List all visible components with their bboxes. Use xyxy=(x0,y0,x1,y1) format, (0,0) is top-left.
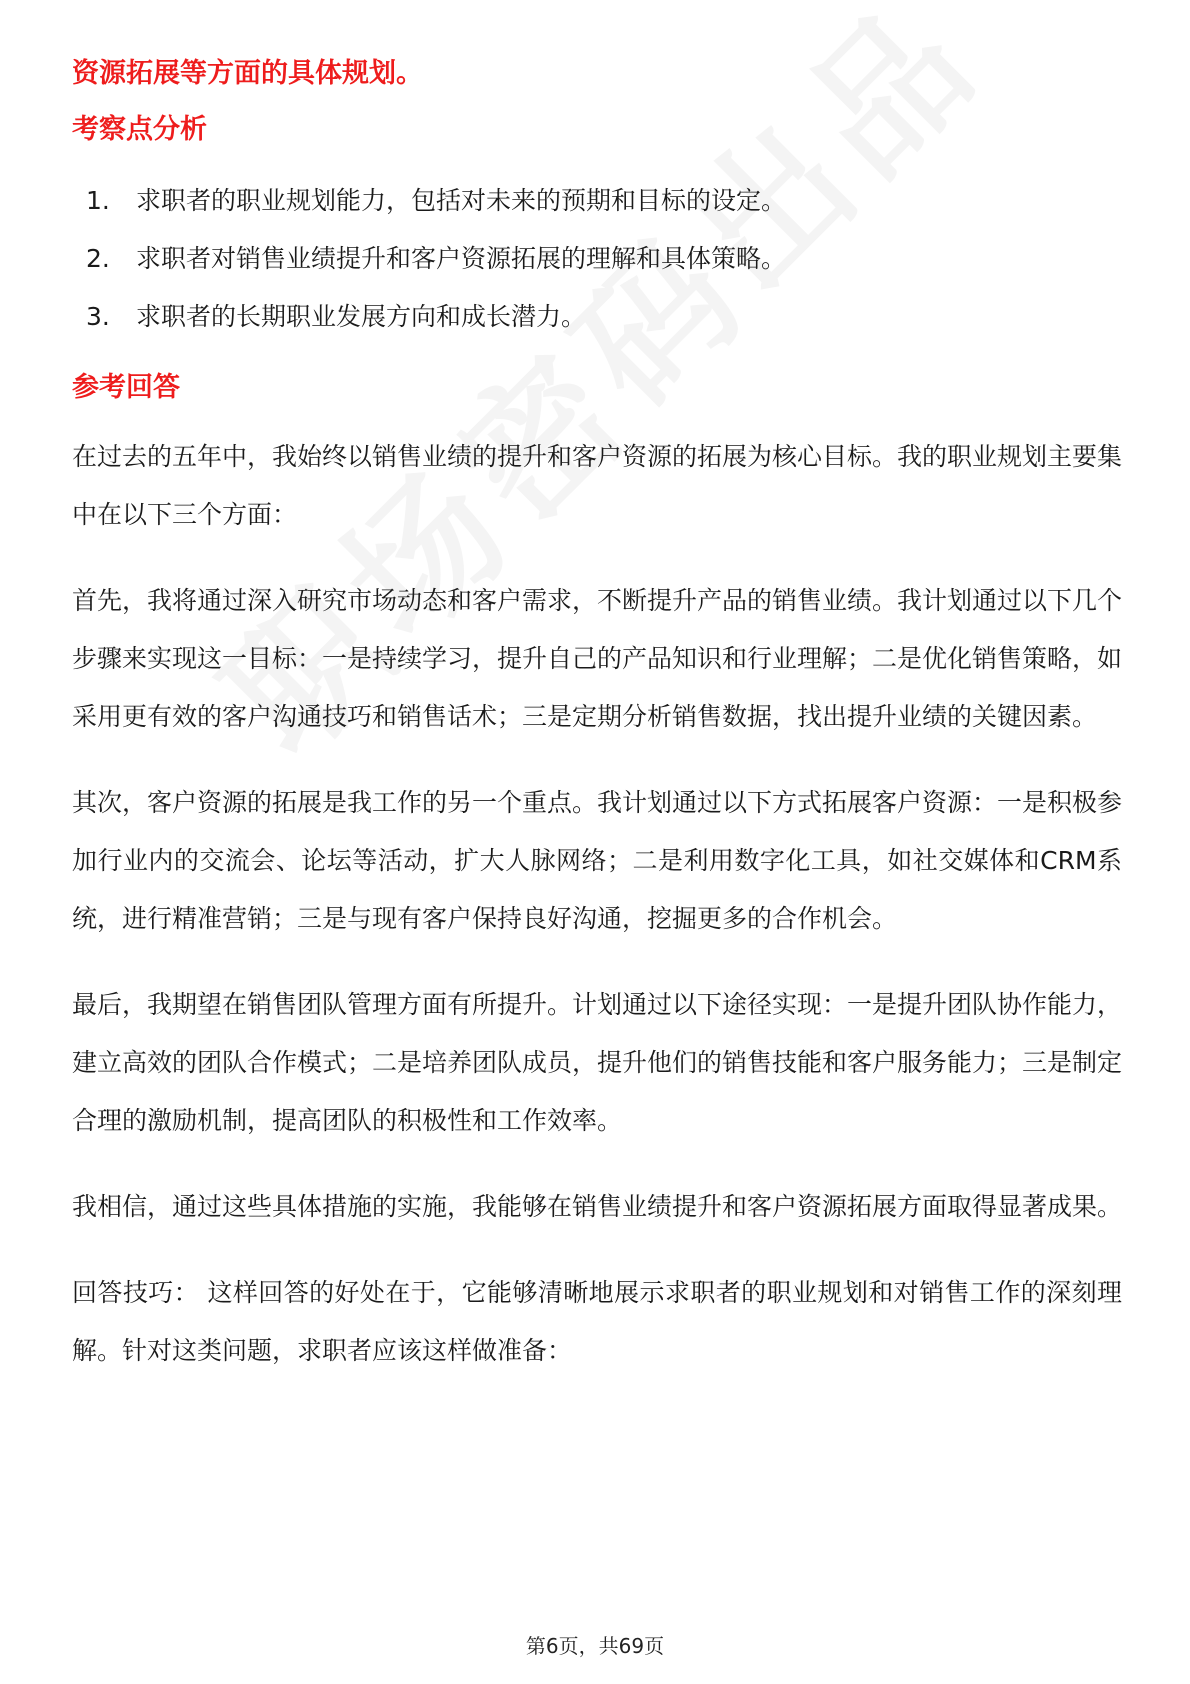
answer-paragraph: 我相信，通过这些具体措施的实施，我能够在销售业绩提升和客户资源拓展方面取得显著成果。 xyxy=(72,1192,1123,1221)
page-number: 第6页，共69页 xyxy=(525,1634,665,1658)
list-item-text: 求职者对销售业绩提升和客户资源拓展的理解和具体策略。 xyxy=(136,244,787,273)
answer-paragraph: 首先，我将通过深入研究市场动态和客户需求，不断提升产品的销售业绩。我计划通过以下几个步骤来实现这一目标：一是持续学习，提升自己的产品知识和行业理解；二是优化销售策略，如采用更有效的客户沟通技巧和销售话术；三是定期分析销售数据，找出提升业绩的关键因素。 xyxy=(72,586,1123,731)
analysis-heading: 考察点分析 xyxy=(72,114,207,145)
page-content xyxy=(72,54,1122,1408)
list-item-text: 求职者的长期职业发展方向和成长潜力。 xyxy=(136,302,587,331)
intro-heading: 资源拓展等方面的具体规划。 xyxy=(72,58,423,89)
list-item-number: 1. xyxy=(86,186,110,215)
answer-paragraph: 其次，客户资源的拓展是我工作的另一个重点。我计划通过以下方式拓展客户资源：一是积极参加行业内的交流会、论坛等活动，扩大人脉网络；二是利用数字化工具，如社交媒体和CRM系统，进行精准营销；三是与现有客户保持良好沟通，挖掘更多的合作机会。 xyxy=(72,788,1123,933)
answer-heading: 参考回答 xyxy=(72,372,180,403)
list-item xyxy=(72,288,1122,346)
list-item-text: 求职者的职业规划能力，包括对未来的预期和目标的设定。 xyxy=(136,186,787,215)
list-item xyxy=(72,230,1122,288)
answer-paragraph: 最后，我期望在销售团队管理方面有所提升。计划通过以下途径实现：一是提升团队协作能力，建立高效的团队合作模式；二是培养团队成员，提升他们的销售技能和客户服务能力；三是制定合理的激励机制，提高团队的积极性和工作效率。 xyxy=(72,990,1123,1135)
answer-tips-paragraph: 回答技巧： 这样回答的好处在于，它能够清晰地展示求职者的职业规划和对销售工作的深刻理解。针对这类问题，求职者应该这样做准备： xyxy=(72,1278,1122,1365)
list-item-number: 2. xyxy=(86,244,110,273)
answer-paragraph: 在过去的五年中，我始终以销售业绩的提升和客户资源的拓展为核心目标。我的职业规划主要集中在以下三个方面： xyxy=(72,442,1123,529)
list-item-number: 3. xyxy=(86,302,110,331)
analysis-list xyxy=(72,172,1122,346)
list-item xyxy=(72,172,1122,230)
